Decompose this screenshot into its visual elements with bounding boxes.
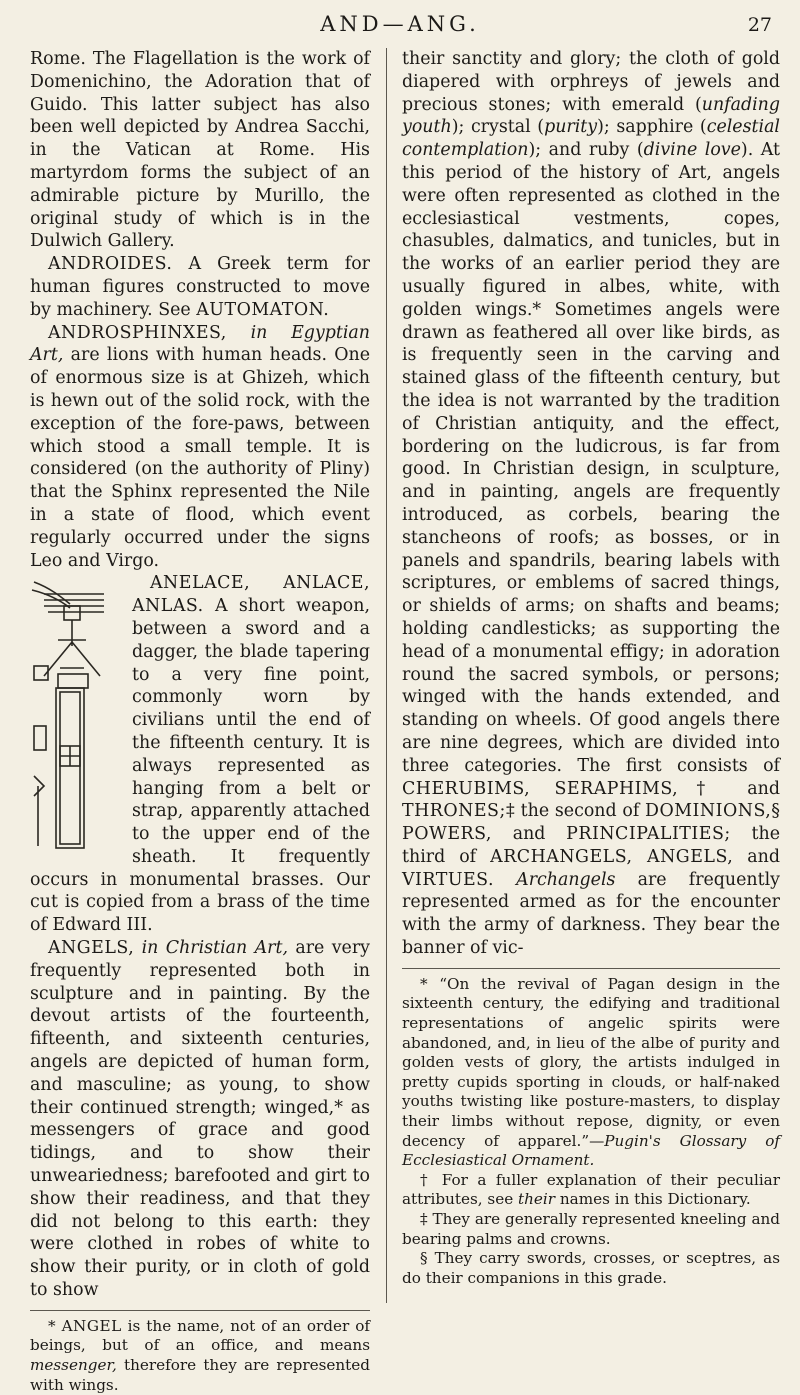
entry-term: ANDROSPHINXES, — [48, 322, 227, 343]
entry-androides: ANDROIDES. A Greek term for human figures constructed to move by machinery. See AUTOMATON. — [30, 254, 370, 320]
footnote-3: ‡ They are generally represented kneeling and bearing palms and crowns. — [402, 1210, 780, 1248]
left-column — [30, 48, 370, 1395]
paragraph-rome: Rome. The Flagellation is the work of Domenichino, the Adoration that of Guido. This latter subject has also been well depicted by Andrea Sacchi, in the Vatican at Rome. His martyrdom forms the subject of an admirable picture by Murillo, the original study of which is in the Dulwich Gallery. — [30, 49, 370, 252]
footnote-2: † For a fuller explanation of their peculiar attributes, see their names in this Dictionary. — [402, 1170, 780, 1209]
cross-reference: AUTOMATON. — [196, 299, 330, 320]
entry-term: ANELACE, ANLACE, ANLAS. — [132, 573, 370, 617]
footnotes-right — [402, 975, 780, 1289]
entry-anelace: ANELACE, ANLACE, ANLAS. A short weapon, between a sword and a dagger, the blade tapering to a very fine point, commonly worn by civilians until the end of the fifteenth century. It is always represented as hanging from a belt or strap, apparently attached to the upper end of the sheath. It frequently occurs in monumental brasses. Our cut is copied from a brass of the time of Edward III. — [30, 573, 370, 936]
footnote-left: * ANGEL is the name, not of an order of beings, but of an office, and means messenger, therefore they are represented with wings. — [30, 1316, 370, 1394]
entry-term: ANDROIDES. — [48, 254, 173, 275]
entry-angels: ANGELS, in Christian Art, are very frequently represented both in sculpture and in painting. By the devout artists of the fourteenth, fifteenth, and sixteenth centuries, angels are depicted of human form, and masculine; as young, to show their continued strength; winged,* as messengers of grace and good tidings, and to show their unweariedness; barefooted and girt to show their readiness, and that they did not belong to this earth: they were clothed in robes of white to show their purity, or in cloth of gold to show — [30, 938, 370, 1301]
right-column — [402, 48, 780, 1288]
page-number: 27 — [747, 14, 772, 36]
footnote-rule — [402, 968, 780, 969]
running-head: AND—ANG. — [320, 12, 480, 36]
anelace-dagger-icon — [30, 576, 122, 856]
column-divider — [386, 48, 387, 1303]
entry-term: ANGELS, — [48, 938, 135, 959]
footnote-1: * “On the revival of Pagan design in the sixteenth century, the edifying and traditional representations of angelic spirits were abandoned, and, in lieu of the albe of purity and golden vests of glory, the artists indulged in pretty cupids sporting in clouds, or half-naked youths twisting like posture-masters, to display their limbs without repose, dignity, or even decency of apparel.”—Pugin's Glossary of Ecclesiastical Ornament. — [402, 974, 780, 1170]
footnote-rule — [30, 1310, 370, 1311]
angels-continued: their sanctity and glory; the cloth of gold diapered with orphreys of jewels and precious stones; with emerald (unfading youth); crystal (purity); sapphire (celestial contemplation); and ruby (divine love). At this period of the history of Art, angels were often represented as clothed in the ecclesiastical vestments, copes, chasubles, dalmatics, and tunicles, but in the works of an earlier period they are usually figured in albes, white, with golden wings.* Sometimes angels were drawn as feathered all over like birds, as is frequently seen in the carving and stained glass of the fifteenth century, but the idea is not warranted by the tradition of Christian antiquity, and the effect, bordering on the ludicrous, is far from good. In Christian design, in sculpture, and in painting, angels are frequently introduced, as corbels, bearing the stancheons of roofs; as bosses, or in panels and spandrils, bearing labels with scriptures, or emblems of sacred things, or shields of arms; on shafts and beams; holding candlesticks; as supporting the head of a monumental effigy; in adoration round the sacred symbols, or persons; winged with the hands extended, and standing on wheels. Of good angels there are nine degrees, which are divided into three categories. The first consists of CHERUBIMS, SERAPHIMS,† and THRONES;‡ the second of DOMINIONS,§ POWERS, and PRINCIPALITIES; the third of ARCHANGELS, ANGELS, and VIRTUES. Archangels are frequently represented armed as for the encounter with the army of darkness. They bear the banner of vic- — [402, 49, 781, 959]
entry-androsphinxes: ANDROSPHINXES, in Egyptian Art, are lions with human heads. One of enormous size is at Ghizeh, which is hewn out of the solid rock, with the exception of the fore-paws, between which stood a small temple. It is considered (on the authority of Pliny) that the Sphinx represented the Nile in a state of flood, which event regularly occurred under the signs Leo and Virgo. — [30, 322, 370, 571]
footnote-4: § They carry swords, crosses, or sceptres, as do their companions in this grade. — [402, 1249, 780, 1287]
lead-word: Rome. — [30, 49, 86, 69]
page-header — [0, 8, 800, 48]
